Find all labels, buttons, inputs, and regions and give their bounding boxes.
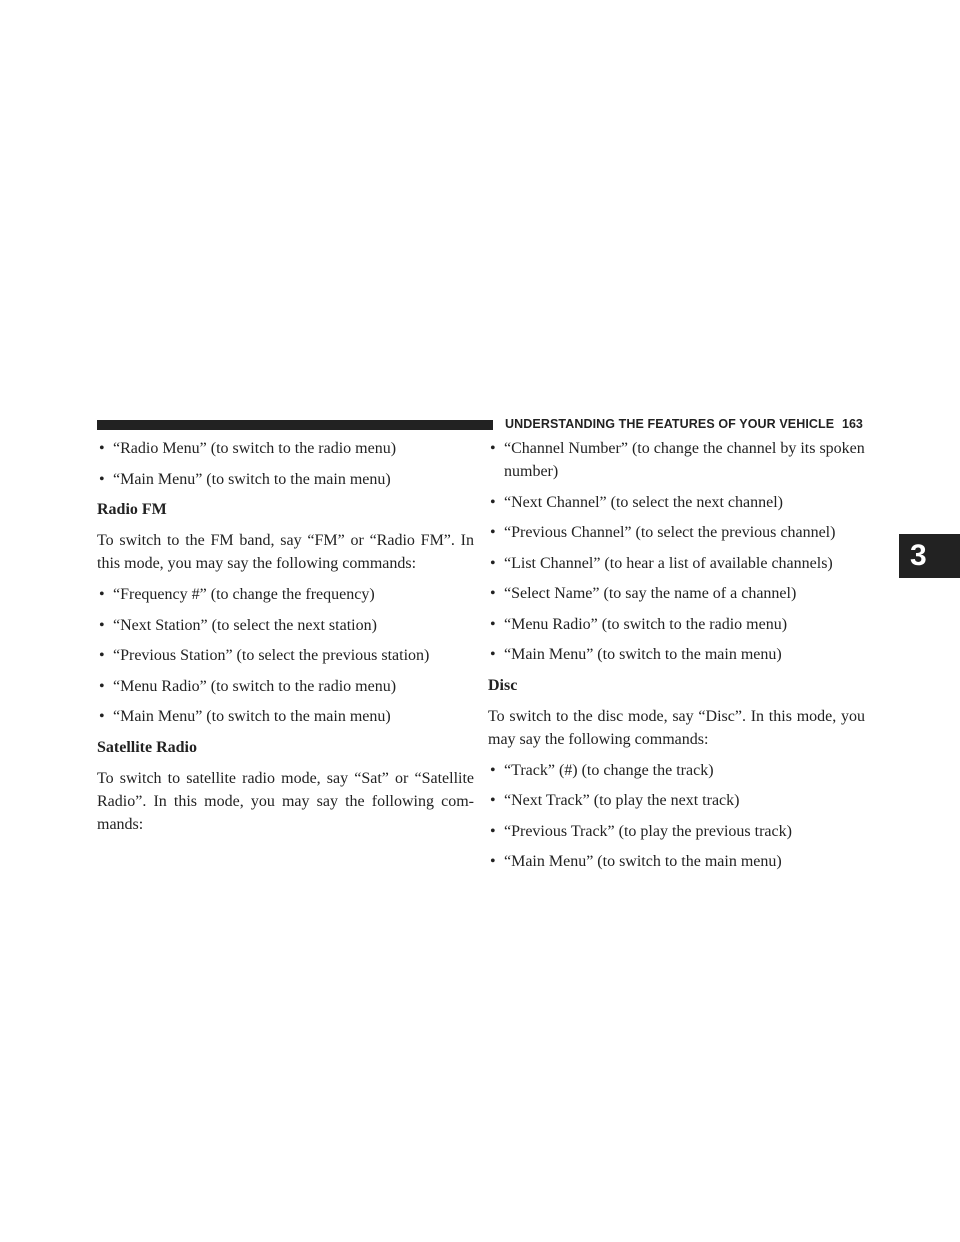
- page-number: 163: [842, 417, 863, 431]
- list-item: • “Previous Track” (to play the previous track): [488, 820, 865, 843]
- list-item: • “Main Menu” (to switch to the main menu): [488, 850, 865, 873]
- heading-satellite-radio: Satellite Radio: [97, 738, 197, 756]
- list-item: • “Next Station” (to select the next station): [97, 614, 474, 637]
- heading-radio-fm: Radio FM: [97, 501, 167, 518]
- paragraph-disc: To switch to the disc mode, say “Disc”. In this mode, you may say the following commands:: [488, 707, 865, 748]
- list-item: • “Channel Number” (to change the channel by its spoken number): [488, 437, 865, 483]
- list-item: • “Radio Menu” (to switch to the radio menu): [97, 437, 474, 460]
- list-item: • “Select Name” (to say the name of a channel): [488, 582, 865, 605]
- right-column: [488, 437, 865, 881]
- chapter-tab: 3: [899, 534, 960, 578]
- list-item: • “Menu Radio” (to switch to the radio menu): [488, 613, 865, 636]
- list-item: • “Main Menu” (to switch to the main menu): [97, 468, 474, 491]
- list-item: • “Frequency #” (to change the frequency): [97, 583, 474, 606]
- left-column: [97, 437, 474, 844]
- list-item: • “Menu Radio” (to switch to the radio menu): [97, 675, 474, 698]
- list-item: • “Next Track” (to play the next track): [488, 789, 865, 812]
- list-item: • “Main Menu” (to switch to the main menu): [488, 643, 865, 666]
- paragraph-satellite-radio: To switch to satellite radio mode, say “Sat” or “Satellite Radio”. In this mode, you may say the following com- mands:: [97, 769, 474, 833]
- list-item: • “Previous Channel” (to select the previous channel): [488, 521, 865, 544]
- list-item: • “Track” (#) (to change the track): [488, 759, 865, 782]
- list-item: • “Previous Station” (to select the previous station): [97, 644, 474, 667]
- header-rule: [97, 420, 493, 430]
- heading-disc: Disc: [488, 676, 518, 694]
- paragraph-radio-fm: To switch to the FM band, say “FM” or “Radio FM”. In this mode, you may say the following commands:: [97, 532, 474, 572]
- section-title: UNDERSTANDING THE FEATURES OF YOUR VEHICLE: [505, 417, 835, 431]
- list-item: • “Main Menu” (to switch to the main menu): [97, 705, 474, 728]
- list-item: • “Next Channel” (to select the next channel): [488, 491, 865, 514]
- list-item: • “List Channel” (to hear a list of available channels): [488, 552, 865, 575]
